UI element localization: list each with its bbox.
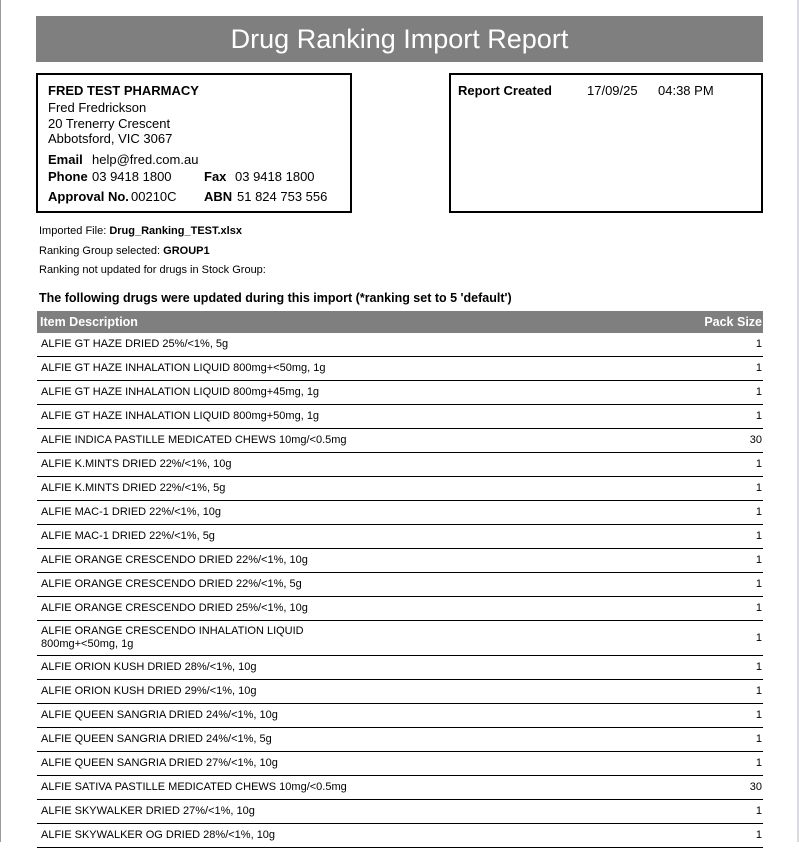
- table-row: [37, 525, 763, 549]
- not-updated-line: Ranking not updated for drugs in Stock Group:: [39, 264, 266, 276]
- pharmacy-name: FRED TEST PHARMACY: [48, 83, 199, 98]
- table-row: [37, 752, 763, 776]
- item-description: ALFIE ORION KUSH DRIED 28%/<1%, 10g: [41, 661, 257, 673]
- report-created-time: 04:38 PM: [658, 83, 714, 98]
- pack-size: 1: [755, 661, 762, 673]
- pack-size: 1: [755, 506, 762, 518]
- table-row: [37, 597, 763, 621]
- pack-size: 1: [755, 578, 762, 590]
- pack-size: 30: [749, 781, 762, 793]
- pack-size: 1: [755, 554, 762, 566]
- ranking-group-value: GROUP1: [163, 245, 210, 257]
- table-row: [37, 477, 763, 501]
- table-row: [37, 656, 763, 680]
- table-row: [37, 824, 763, 848]
- item-description: ALFIE MAC-1 DRIED 22%/<1%, 5g: [41, 530, 215, 542]
- pack-size: 1: [755, 386, 762, 398]
- approval-value: 00210C: [131, 189, 177, 204]
- pack-size: 1: [755, 362, 762, 374]
- item-description: ALFIE ORION KUSH DRIED 29%/<1%, 10g: [41, 685, 257, 697]
- report-created-date: 17/09/25: [587, 83, 638, 98]
- pack-size: 1: [755, 733, 762, 745]
- ranking-group-line: [39, 245, 210, 257]
- table-row: [37, 776, 763, 800]
- pack-size: 30: [749, 434, 762, 446]
- pack-size: 1: [755, 602, 762, 614]
- item-description: ALFIE MAC-1 DRIED 22%/<1%, 10g: [41, 506, 222, 518]
- pack-size: 1: [755, 338, 762, 350]
- pack-size: 1: [755, 410, 762, 422]
- phone-value: 03 9418 1800: [92, 169, 172, 184]
- table-row: [37, 429, 763, 453]
- table-row: [37, 680, 763, 704]
- table-row: [37, 704, 763, 728]
- imported-file-line: [39, 225, 242, 237]
- item-description: ALFIE ORANGE CRESCENDO DRIED 22%/<1%, 10g: [41, 554, 308, 566]
- email-value: help@fred.com.au: [92, 152, 199, 167]
- abn-value: 51 824 753 556: [237, 189, 328, 204]
- item-description: ALFIE SKYWALKER DRIED 27%/<1%, 10g: [41, 805, 255, 817]
- pack-size: 1: [755, 458, 762, 470]
- table-header: [37, 311, 763, 333]
- pack-size: 1: [755, 829, 762, 841]
- item-description: ALFIE ORANGE CRESCENDO INHALATION LIQUID 800mg+<50mg, 1g: [41, 625, 304, 650]
- drug-table-body: [37, 333, 763, 848]
- email-label: Email: [48, 152, 83, 167]
- item-description: ALFIE GT HAZE DRIED 25%/<1%, 5g: [41, 338, 229, 350]
- table-row: [37, 573, 763, 597]
- item-description: ALFIE SKYWALKER OG DRIED 28%/<1%, 10g: [41, 829, 276, 841]
- pharmacy-contact: Fred Fredrickson: [48, 100, 147, 115]
- approval-label: Approval No.: [48, 189, 129, 204]
- column-header-description: Item Description: [40, 315, 138, 329]
- report-created-label: Report Created: [458, 83, 552, 98]
- pack-size: 1: [755, 482, 762, 494]
- pack-size: 1: [755, 530, 762, 542]
- column-header-pack-size: Pack Size: [704, 315, 762, 329]
- table-row: [37, 405, 763, 429]
- imported-file-label: Imported File:: [39, 225, 107, 237]
- item-description: ALFIE K.MINTS DRIED 22%/<1%, 10g: [41, 458, 232, 470]
- report-created-box: [449, 73, 763, 213]
- pack-size: 1: [755, 805, 762, 817]
- window-left-border: [0, 0, 1, 842]
- item-description: ALFIE INDICA PASTILLE MEDICATED CHEWS 10mg/<0.5mg: [41, 434, 347, 446]
- pack-size: 1: [755, 709, 762, 721]
- pack-size: 1: [755, 757, 762, 769]
- item-description: ALFIE SATIVA PASTILLE MEDICATED CHEWS 10mg/<0.5mg: [41, 781, 347, 793]
- pharmacy-address-line1: 20 Trenerry Crescent: [48, 116, 171, 131]
- table-row: [37, 501, 763, 525]
- table-row: [37, 381, 763, 405]
- table-row: [37, 800, 763, 824]
- item-description: ALFIE GT HAZE INHALATION LIQUID 800mg+45mg, 1g: [41, 386, 320, 398]
- table-row: [37, 333, 763, 357]
- imported-file-name: Drug_Ranking_TEST.xlsx: [109, 225, 242, 237]
- item-description: ALFIE QUEEN SANGRIA DRIED 24%/<1%, 10g: [41, 709, 278, 721]
- fax-value: 03 9418 1800: [235, 169, 315, 184]
- item-description: ALFIE QUEEN SANGRIA DRIED 24%/<1%, 5g: [41, 733, 272, 745]
- pharmacy-address-line2: Abbotsford, VIC 3067: [48, 131, 173, 146]
- table-row: [37, 621, 763, 656]
- item-description: ALFIE QUEEN SANGRIA DRIED 27%/<1%, 10g: [41, 757, 278, 769]
- item-description: ALFIE GT HAZE INHALATION LIQUID 800mg+50mg, 1g: [41, 410, 320, 422]
- table-row: [37, 728, 763, 752]
- item-description: ALFIE ORANGE CRESCENDO DRIED 22%/<1%, 5g: [41, 578, 302, 590]
- report-title: Drug Ranking Import Report: [36, 16, 763, 62]
- item-description: ALFIE K.MINTS DRIED 22%/<1%, 5g: [41, 482, 226, 494]
- item-description: ALFIE ORANGE CRESCENDO DRIED 25%/<1%, 10g: [41, 602, 308, 614]
- item-description: ALFIE GT HAZE INHALATION LIQUID 800mg+<50mg, 1g: [41, 362, 326, 374]
- pack-size: 1: [755, 632, 762, 644]
- phone-label: Phone: [48, 169, 88, 184]
- section-heading: The following drugs were updated during this import (*ranking set to 5 'default'): [39, 291, 512, 305]
- table-row: [37, 549, 763, 573]
- ranking-group-label: Ranking Group selected:: [39, 245, 161, 257]
- abn-label: ABN: [204, 189, 233, 204]
- table-row: [37, 453, 763, 477]
- fax-label: Fax: [204, 169, 227, 184]
- pharmacy-details-box: [36, 73, 352, 213]
- pack-size: 1: [755, 685, 762, 697]
- table-row: [37, 357, 763, 381]
